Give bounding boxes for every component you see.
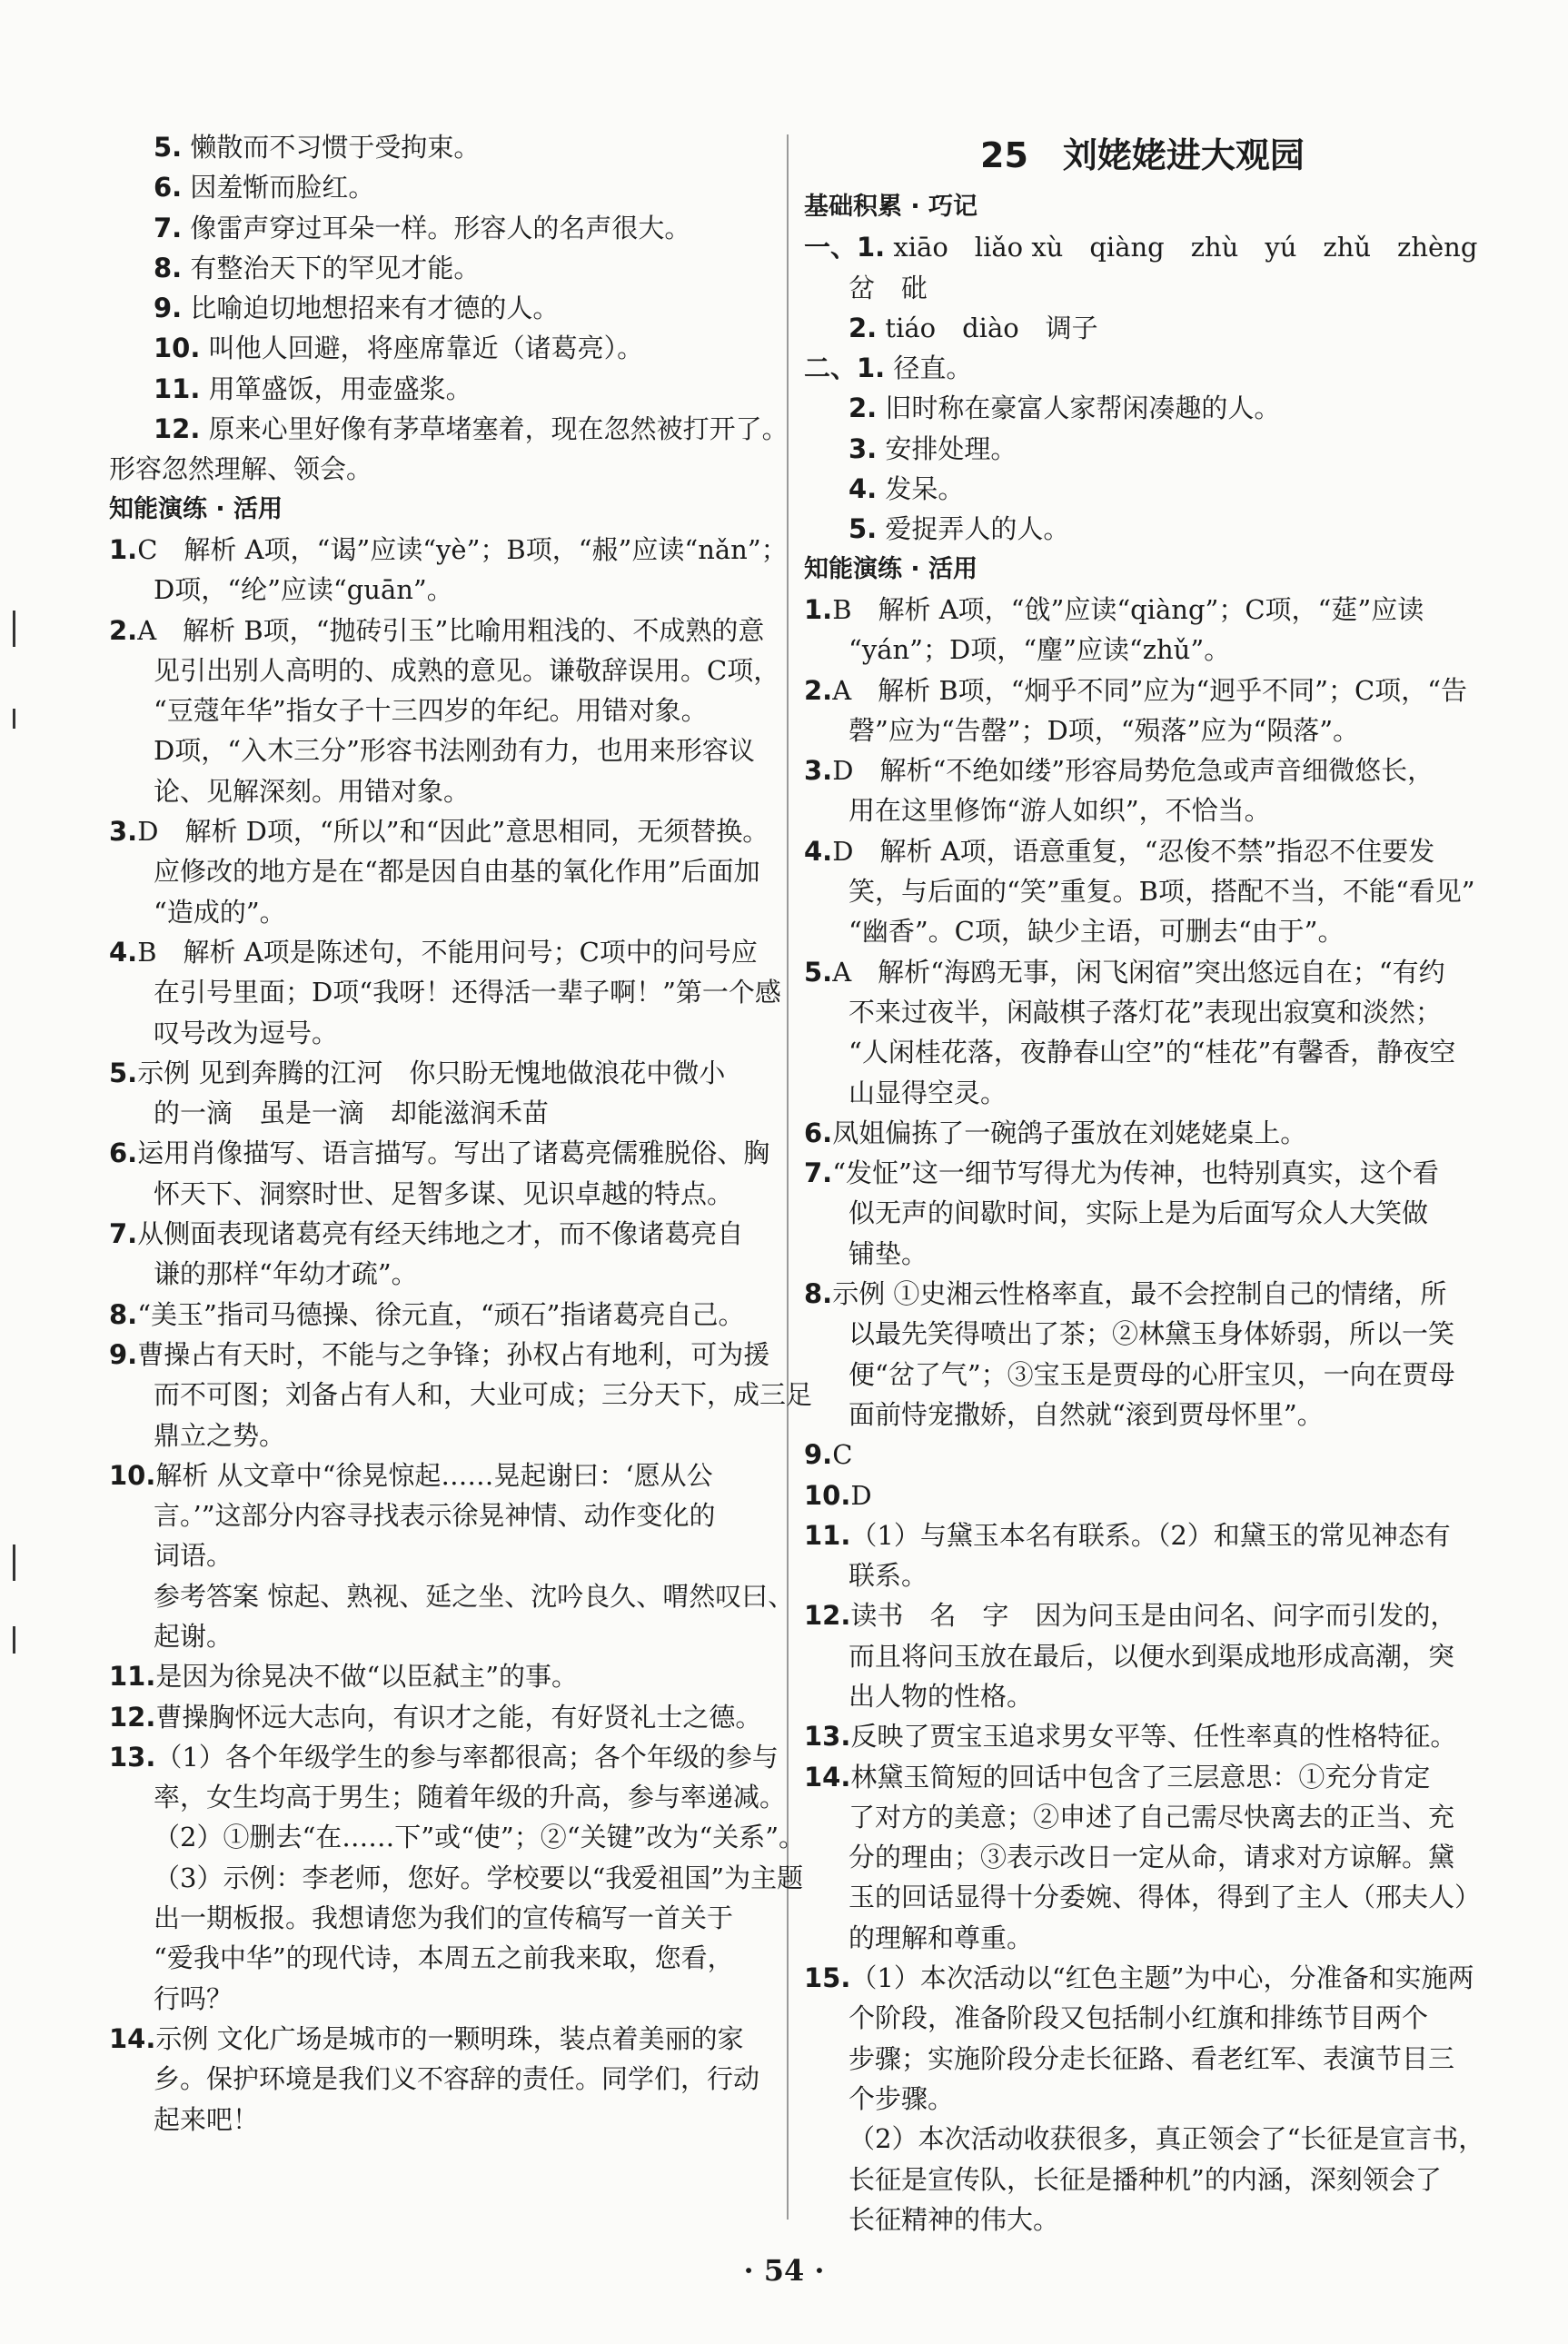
item-number: 8.	[109, 1298, 138, 1330]
answer-text: D项，“纶”应读“guān”。	[154, 574, 453, 606]
answer-text: D项，“入木三分”形容书法刚劲有力，也用来形容议	[154, 735, 755, 767]
item-number: 5.	[849, 513, 878, 545]
answer-text: 以最先笑得喷出了茶；②林黛玉身体娇弱，所以一笑	[849, 1318, 1455, 1350]
answer-text: D 解析“不绝如缕”形容局势危急或声音细微悠长，	[832, 755, 1434, 787]
item-number: 4.	[849, 473, 878, 505]
answer-text: 的一滴 虽是一滴 却能滋润禾苗	[154, 1098, 550, 1129]
answer-text: 原来心里好像有茅草堵塞着，现在忽然被打开了。	[200, 413, 789, 445]
answer-text: （1）与黛玉本名有联系。（2）和黛玉的常见神态有	[850, 1519, 1451, 1551]
answer-line	[109, 1697, 781, 1737]
item-number: 9.	[109, 1338, 138, 1370]
answer-line	[109, 1858, 804, 1898]
answer-line	[109, 1535, 781, 1575]
answer-line	[804, 2119, 1485, 2159]
answer-line	[109, 972, 781, 1012]
item-number: 11.	[154, 372, 201, 404]
answer-line	[804, 911, 1481, 951]
item-number: 6.	[109, 1137, 138, 1169]
answer-line	[109, 1375, 813, 1415]
answer-text: 玉的回话显得十分委婉、得体，得到了主人（邢夫人）	[849, 1882, 1482, 1913]
answer-text: B 解析 A项，“戗”应读“qiàng”；C项，“莚”应读	[832, 593, 1424, 625]
answer-text: 乡。保护环境是我们义不容辞的责任。同学们，行动	[154, 2063, 760, 2095]
answer-text: 率，女生均高于男生；随着年级的升高，参与率递减。	[154, 1782, 787, 1813]
item-number: 2.	[804, 674, 833, 706]
answer-text: “人闲桂花落，夜静春山空”的“桂花”有馨香，静夜空	[849, 1037, 1456, 1068]
answer-line	[109, 2059, 781, 2099]
answer-line	[804, 1918, 1481, 1958]
answer-text: “豆蔻年华”指女子十三四岁的年纪。用错对象。	[154, 695, 708, 727]
answer-text: 长征是宣传队，长征是播种机”的内涵，深刻领会了	[849, 2163, 1442, 2195]
answer-text: 用在这里修饰“游人如织”，不恰当。	[849, 795, 1271, 827]
margin-mark	[13, 709, 15, 729]
answer-line	[109, 328, 781, 368]
answer-text: 应修改的地方是在“都是因自由基的氧化作用”后面加	[154, 856, 760, 888]
answer-line	[109, 1898, 781, 1938]
item-number: 14.	[109, 2022, 156, 2054]
item-number: 8.	[804, 1278, 833, 1310]
item-number: 13.	[804, 1721, 851, 1753]
answer-line	[804, 227, 1481, 267]
answer-line	[804, 1355, 1481, 1395]
answer-line	[804, 992, 1481, 1032]
answer-line	[109, 1777, 787, 1817]
margin-mark	[13, 1544, 15, 1581]
answer-text: 词语。	[154, 1540, 233, 1572]
answer-line	[109, 1214, 781, 1254]
margin-mark	[13, 1626, 15, 1654]
answer-line	[109, 892, 781, 932]
answer-text: 联系。	[849, 1560, 928, 1592]
lesson-title: 25 刘姥姥进大观园	[980, 135, 1305, 175]
answer-text: 像雷声穿过耳朵一样。形容人的名声很大。	[182, 212, 691, 243]
answer-text: 出人物的性格。	[849, 1680, 1034, 1712]
answer-line	[804, 1837, 1481, 1877]
answer-text: 安排处理。	[877, 432, 1017, 464]
answer-text: 长征精神的伟大。	[849, 2203, 1060, 2235]
answer-text: 起来吧！	[154, 2103, 260, 2135]
section-heading: 基础积累 · 巧记	[804, 193, 978, 221]
item-number: 2.	[849, 312, 878, 343]
margin-mark	[13, 611, 15, 647]
answer-text: 面前恃宠撒娇，自然就“滚到贾母怀里”。	[849, 1398, 1324, 1430]
item-number: 5.	[804, 956, 833, 988]
answer-line	[804, 670, 1481, 710]
item-number: 2.	[109, 614, 138, 646]
item-number: 15.	[804, 1962, 851, 1994]
answer-line	[109, 851, 781, 891]
answer-line	[109, 1737, 781, 1777]
answer-line	[109, 1415, 781, 1455]
item-number: 5.	[154, 132, 183, 163]
answer-line	[109, 288, 781, 328]
answer-text: 铺垫。	[849, 1237, 928, 1269]
answer-line	[109, 369, 781, 409]
item-number: 8.	[154, 252, 183, 283]
answer-text: xiāo liǎo xù qiàng zhù yú zhǔ zhèng	[885, 232, 1478, 263]
answer-text: 径直。	[885, 353, 973, 384]
answer-line	[109, 611, 781, 651]
answer-text: 在引号里面；D项“我呀！还得活一辈子啊！”第一个感	[154, 977, 781, 1008]
answer-line	[109, 730, 781, 770]
answer-text: 示例 见到奔腾的江河 你只盼无愧地做浪花中微小	[137, 1057, 726, 1088]
answer-line	[804, 1193, 1481, 1233]
answer-text: 发呆。	[877, 473, 965, 505]
answer-text: 运用肖像描写、语言描写。写出了诸葛亮儒雅脱俗、胸	[137, 1137, 770, 1169]
item-number: 9.	[154, 293, 183, 324]
answer-text: 了对方的美意；②申述了自己需尽快离去的正当、充	[849, 1801, 1455, 1832]
item-number: 1.	[804, 593, 833, 625]
answer-line	[804, 2160, 1481, 2200]
answer-line	[109, 208, 781, 248]
item-number: 5.	[109, 1057, 138, 1088]
answer-line	[109, 1053, 781, 1093]
item-number: 一、1.	[804, 232, 886, 263]
item-number: 1.	[109, 533, 138, 565]
answer-text: 论、见解深刻。用错对象。	[154, 775, 471, 807]
answer-line	[804, 1395, 1481, 1435]
answer-text: “yán”；D项，“麈”应读“zhǔ”。	[849, 634, 1231, 666]
answer-line	[804, 1032, 1481, 1072]
answer-line	[804, 1475, 1481, 1515]
answer-line	[109, 1133, 781, 1173]
answer-text: 便“岔了气”；③宝玉是贾母的心肝宝贝，一向在贾母	[849, 1358, 1455, 1390]
answer-text: “爱我中华”的现代诗，本周五之前我来取，您看，	[154, 1942, 734, 1974]
answer-line	[109, 167, 781, 207]
answer-line	[109, 570, 781, 610]
item-number: 7.	[804, 1157, 833, 1189]
answer-line	[109, 1174, 781, 1214]
answer-line	[109, 127, 781, 167]
answer-line	[804, 750, 1481, 790]
answer-text: 个步骤。	[849, 2082, 955, 2114]
answer-text: 分的理由；③表示改日一定从命，请求对方谅解。黛	[849, 1842, 1455, 1873]
answer-text: 反映了贾宝玉追求男女平等、任性率真的性格特征。	[850, 1721, 1457, 1753]
right-column-body	[804, 187, 1485, 2240]
answer-line	[804, 710, 1481, 750]
answer-text: 而不可图；刘备占有人和，大业可成；三分天下，成三足	[154, 1379, 813, 1411]
answer-line	[109, 1335, 781, 1375]
answer-line	[804, 469, 1481, 509]
item-number: 2.	[849, 392, 878, 424]
item-number: 11.	[109, 1661, 156, 1693]
page-number: · 54 ·	[743, 2253, 825, 2288]
answer-text: 读书 名 字 因为问玉是由问名、问字而引发的，	[850, 1600, 1457, 1632]
answer-line	[804, 1636, 1481, 1676]
item-number: 9.	[804, 1439, 833, 1471]
answer-text: “造成的”。	[154, 896, 286, 928]
answer-text: 是因为徐晃决不做“以臣弑主”的事。	[155, 1661, 579, 1693]
answer-line	[109, 1295, 781, 1335]
item-number: 14.	[804, 1761, 851, 1793]
answer-text: 因羞惭而脸红。	[182, 172, 375, 204]
answer-text: 山显得空灵。	[849, 1077, 1007, 1108]
answer-line	[804, 1274, 1481, 1314]
answer-text: 个阶段，准备阶段又包括制小红旗和排练节目两个	[849, 2002, 1429, 2034]
answer-text: （3）示例：李老师，您好。学校要以“我爱祖国”为主题	[154, 1862, 804, 1893]
answer-text: 爱捉弄人的人。	[877, 513, 1070, 545]
answer-text: D	[850, 1479, 872, 1511]
answer-line	[804, 2079, 1481, 2119]
answer-text: 行吗？	[154, 1982, 233, 2014]
item-number: 二、1.	[804, 353, 886, 384]
answer-line	[804, 1153, 1481, 1193]
answer-line	[804, 1234, 1481, 1274]
answer-text: 解析 从文章中“徐晃惊起……晃起谢曰：‘愿从公	[155, 1459, 713, 1491]
answer-line	[804, 952, 1481, 992]
answer-text: 的理解和尊重。	[849, 1922, 1034, 1953]
answer-line	[109, 651, 781, 690]
answer-line	[804, 1073, 1481, 1113]
answer-text: 示例 文化广场是城市的一颗明珠，装点着美丽的家	[155, 2022, 744, 2054]
answer-line	[109, 1979, 781, 2019]
answer-line	[109, 771, 781, 811]
answer-text: D 解析 D项，“所以”和“因此”意思相同，无须替换。	[137, 816, 769, 848]
answer-line	[804, 2200, 1481, 2240]
answer-line	[804, 1555, 1481, 1595]
answer-text: 示例 ①史湘云性格率直，最不会控制自己的情绪，所	[832, 1278, 1447, 1310]
answer-line	[109, 1616, 781, 1656]
item-number: 12.	[109, 1701, 156, 1733]
answer-line	[804, 1515, 1481, 1555]
answer-text: 叹号改为逗号。	[154, 1017, 339, 1048]
answer-text: C 解析 A项，“谒”应读“yè”；B项，“赧”应读“nǎn”；	[137, 533, 788, 565]
answer-text: 旧时称在豪富人家帮闲凑趣的人。	[877, 392, 1281, 424]
item-number: 13.	[109, 1741, 156, 1773]
answer-line	[109, 1817, 806, 1857]
answer-text: （1）本次活动以“红色主题”为中心，分准备和实施两	[850, 1962, 1474, 1994]
answer-line	[109, 1254, 781, 1294]
answer-text: （2）①删去“在……下”或“使”；②“关键”改为“关系”。	[154, 1822, 806, 1853]
item-number: 6.	[804, 1117, 833, 1148]
answer-text: 而且将问玉放在最后，以便水到渠成地形成高潮，突	[849, 1640, 1455, 1672]
answer-line	[109, 811, 781, 851]
answer-line	[804, 1113, 1481, 1153]
item-number: 3.	[804, 755, 833, 787]
answer-text: 形容忽然理解、领会。	[109, 453, 373, 485]
item-number: 7.	[109, 1218, 138, 1250]
answer-line	[804, 2039, 1481, 2079]
answer-line	[804, 831, 1481, 871]
answer-line	[804, 388, 1481, 428]
answer-line	[804, 1595, 1481, 1635]
answer-line	[804, 1314, 1481, 1354]
item-number: 11.	[804, 1519, 851, 1551]
answer-text: 谦的那样“年幼才疏”。	[154, 1258, 418, 1290]
answer-text: tiáo diào 调子	[877, 312, 1098, 343]
section-heading: 知能演练 · 活用	[804, 554, 978, 583]
answer-text: 曹操胸怀远大志向，有识才之能，有好贤礼士之德。	[155, 1701, 762, 1733]
answer-line	[109, 530, 788, 570]
answer-text: 用箪盛饭，用壶盛浆。	[200, 372, 472, 404]
answer-text: 不来过夜半，闲敲棋子落灯花”表现出寂寞和淡然；	[849, 996, 1442, 1028]
left-column	[109, 127, 813, 2140]
answer-text: 比喻迫切地想招来有才德的人。	[182, 293, 560, 324]
answer-text: 凤姐偏拣了一碗鸽子蛋放在刘姥姥桌上。	[832, 1117, 1307, 1148]
answer-text: 岔 砒	[849, 272, 928, 303]
answer-line	[804, 871, 1481, 911]
answer-line	[109, 449, 781, 489]
answer-text: 叫他人回避，将座席靠近（诸葛亮）。	[200, 333, 644, 364]
answer-text: C	[832, 1439, 853, 1471]
section-heading: 知能演练 · 活用	[109, 494, 283, 523]
answer-text: 参考答案 惊起、熟视、延之坐、沈吟良久、喟然叹曰、	[154, 1580, 795, 1612]
answer-line	[804, 1797, 1481, 1837]
answer-text: A 解析 B项，“抛砖引玉”比喻用粗浅的、不成熟的意	[137, 614, 765, 646]
answer-text: 出一期板报。我想请您为我们的宣传稿写一首关于	[154, 1902, 734, 1934]
item-number: 12.	[154, 413, 201, 445]
answer-line	[109, 1576, 795, 1616]
answer-text: （2）本次活动收获很多，真正领会了“长征是宣言书，	[849, 2123, 1485, 2155]
answer-line	[109, 1455, 781, 1495]
answer-text: “美玉”指司马德操、徐元直，“顽石”指诸葛亮自己。	[137, 1298, 745, 1330]
item-number: 10.	[154, 333, 201, 364]
answer-line	[109, 2019, 781, 2059]
answer-line	[804, 590, 1481, 630]
answer-line	[109, 2100, 781, 2140]
answer-line	[804, 1716, 1481, 1756]
answer-text: 懒散而不习惯于受拘束。	[182, 132, 481, 163]
answer-line	[804, 348, 1481, 388]
answer-line	[804, 1998, 1481, 2038]
answer-text: “幽香”。C项，缺少主语，可删去“由于”。	[849, 916, 1345, 948]
answer-text: A 解析 B项，“炯乎不同”应为“迥乎不同”；C项，“告	[832, 674, 1467, 706]
right-column	[804, 127, 1485, 2240]
answer-line	[804, 1877, 1481, 1917]
answer-line	[804, 1676, 1481, 1716]
item-number: 7.	[154, 212, 183, 243]
item-number: 3.	[109, 816, 138, 848]
answer-text: “发怔”这一细节写得尤为传神，也特别真实，这个看	[832, 1157, 1439, 1189]
answer-text: 曹操占有天时，不能与之争锋；孙权占有地利，可为援	[137, 1338, 770, 1370]
answer-text: 言。’”这部分内容寻找表示徐晃神情、动作变化的	[154, 1500, 716, 1532]
answer-line	[109, 1013, 781, 1053]
answer-line	[109, 690, 781, 730]
item-number: 3.	[849, 432, 878, 464]
answer-text: 从侧面表现诸葛亮有经天纬地之才，而不像诸葛亮自	[137, 1218, 744, 1250]
answer-text: 起谢。	[154, 1620, 233, 1652]
answer-line	[109, 1938, 781, 1978]
answer-text: A 解析“海鸥无事，闲飞闲宿”突出悠远自在；“有约	[832, 956, 1445, 988]
answer-line	[109, 1495, 781, 1535]
answer-text: 见引出别人高明的、成熟的意见。谦敬辞误用。C项，	[154, 654, 780, 686]
answer-text: D 解析 A项，语意重复，“忍俊不禁”指忍不住要发	[832, 835, 1435, 867]
answer-text: 林黛玉简短的回话中包含了三层意思：①充分肯定	[850, 1761, 1431, 1793]
item-number: 12.	[804, 1600, 851, 1632]
answer-line	[804, 268, 1481, 308]
answer-text: 似无声的间歇时间，实际上是为后面写众人大笑做	[849, 1197, 1429, 1229]
answer-text: 有整治天下的罕见才能。	[182, 252, 481, 283]
answer-text: 磬”应为“告罄”；D项，“殒落”应为“陨落”。	[849, 714, 1360, 746]
answer-text: 笑，与后面的“笑”重复。B项，搭配不当，不能“看见”	[849, 876, 1475, 908]
item-number: 10.	[109, 1459, 156, 1491]
answer-line	[804, 790, 1481, 830]
answer-line	[109, 1656, 781, 1696]
answer-line	[109, 1093, 781, 1133]
answer-line	[109, 248, 781, 288]
answer-line	[804, 308, 1481, 348]
item-number: 4.	[804, 835, 833, 867]
answer-text: 步骤；实施阶段分走长征路、看老红军、表演节目三	[849, 2042, 1455, 2074]
answer-line	[804, 1958, 1481, 1998]
answer-line	[109, 932, 781, 972]
answer-line	[804, 1435, 1481, 1475]
answer-line	[804, 1757, 1481, 1797]
item-number: 4.	[109, 936, 138, 968]
answer-line	[804, 429, 1481, 469]
answer-line	[109, 409, 789, 449]
answer-text: 怀天下、洞察时世、足智多谋、见识卓越的特点。	[154, 1177, 734, 1209]
answer-line	[804, 509, 1481, 549]
item-number: 10.	[804, 1479, 851, 1511]
answer-text: （1）各个年级学生的参与率都很高；各个年级的参与	[155, 1741, 779, 1773]
answer-line	[804, 630, 1481, 670]
answer-text: 鼎立之势。	[154, 1419, 286, 1451]
answer-text: B 解析 A项是陈述句，不能用问号；C项中的问号应	[137, 936, 758, 968]
item-number: 6.	[154, 172, 183, 204]
